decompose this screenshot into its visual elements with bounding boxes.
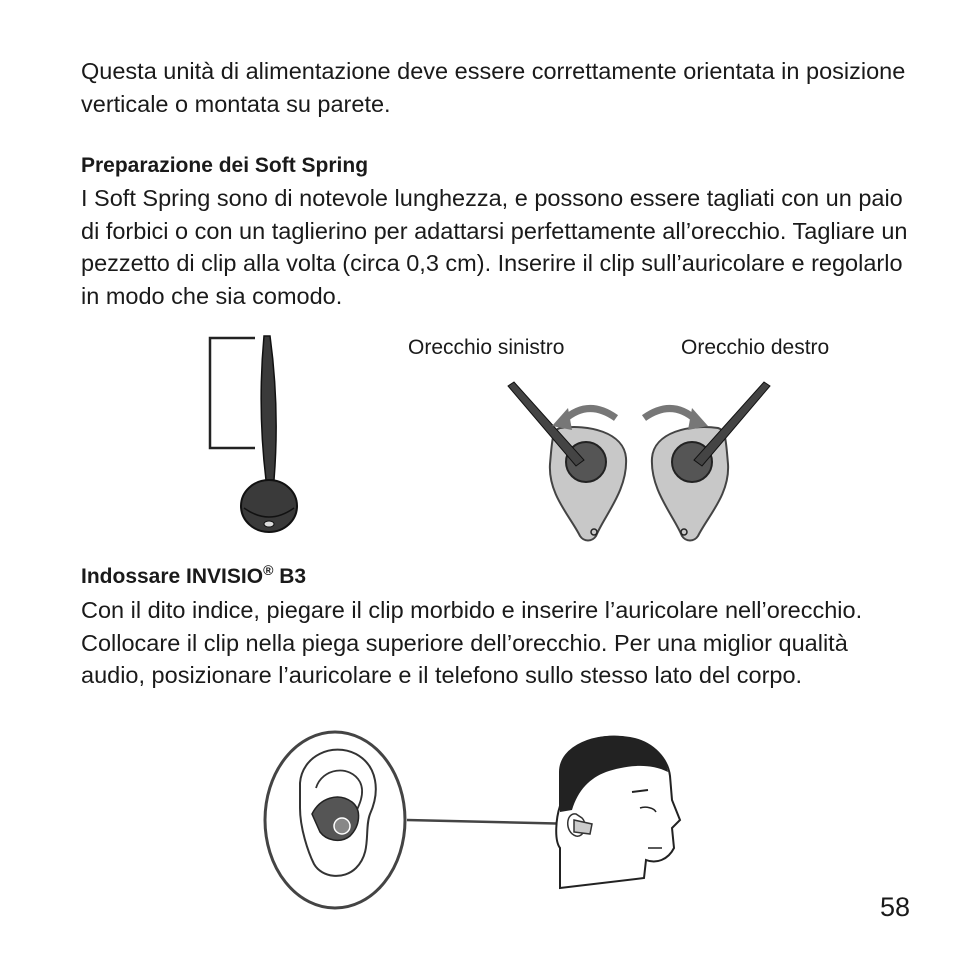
wearing-illustration	[260, 728, 690, 918]
rotate-arrow-icon	[644, 408, 696, 420]
intro-paragraph: Questa unità di alimentazione deve essere correttamente orientata in posizione verticale o montata su parete.	[81, 58, 906, 117]
wearing-heading-prefix: Indossare INVISIO	[81, 565, 264, 588]
rotate-arrow-icon	[564, 408, 616, 420]
wearing-heading-suffix: B3	[273, 565, 307, 588]
right-ear-label: Orecchio destro	[681, 336, 830, 359]
registered-mark: ®	[263, 562, 274, 578]
soft-spring-heading: Preparazione dei Soft Spring	[81, 154, 369, 177]
length-bracket	[210, 338, 255, 448]
wearing-paragraph: Con il dito indice, piegare il clip morbido e inserire l’auricolare nell’orecchio. Collocare il clip nella piega superiore dell’orecchio. Per una miglior qualità audio, posizionare l’auricolare e il telefono sullo stesso lato del corpo.	[81, 597, 863, 688]
wearing-heading	[81, 562, 306, 592]
left-ear-label: Orecchio sinistro	[408, 336, 565, 359]
page-number: 58	[879, 892, 910, 922]
soft-spring-illustration	[200, 330, 310, 540]
spring-stem	[261, 336, 276, 480]
connector-line	[407, 820, 578, 824]
soft-spring-paragraph: I Soft Spring sono di notevole lunghezza, e possono essere tagliati con un paio di forbici o con un taglierino per adattarsi perfettamente all’orecchio. Tagliare un pezzetto di clip alla volta (circa 0,3 cm). Inserire il clip sull’auricolare e regolarlo in modo che sia comodo.	[81, 185, 908, 309]
spring-arm	[508, 382, 584, 466]
left-earpiece-illustration	[500, 378, 640, 543]
right-earpiece-illustration	[638, 378, 778, 543]
